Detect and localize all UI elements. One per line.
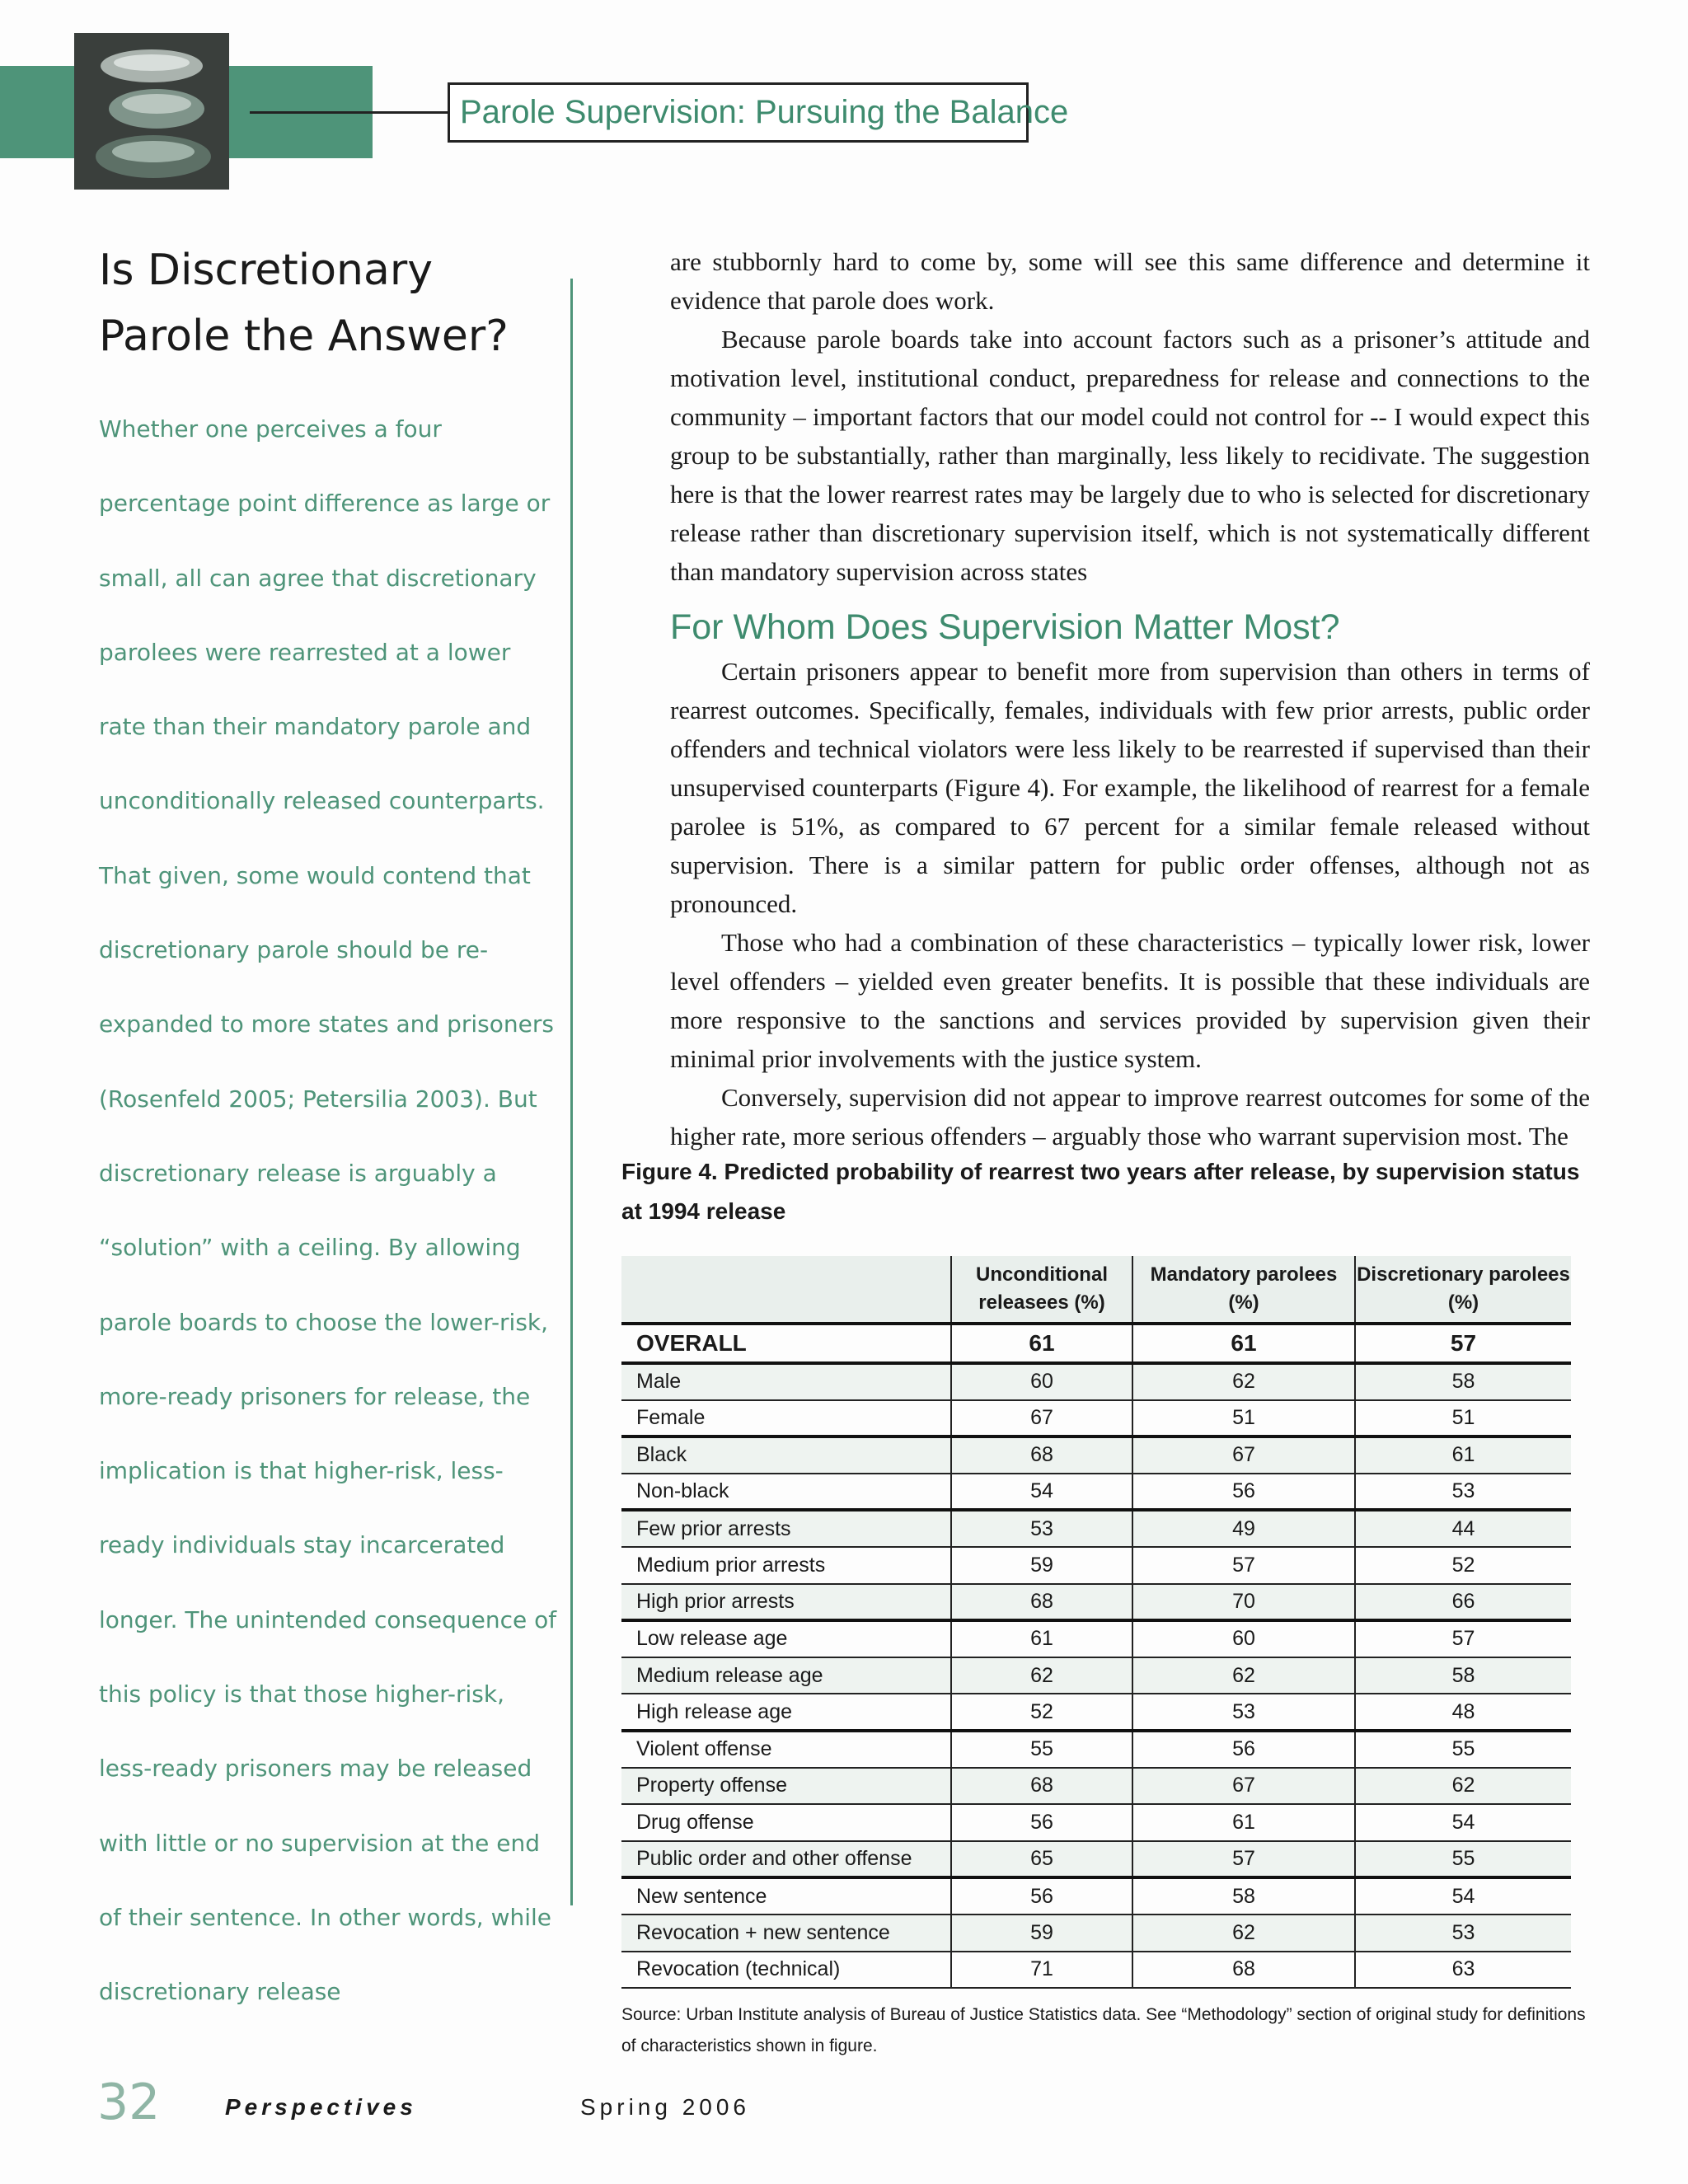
cell-value: 55 xyxy=(1355,1731,1571,1768)
cell-value: 57 xyxy=(1355,1324,1571,1363)
row-label: Few prior arrests xyxy=(621,1510,951,1547)
cell-value: 67 xyxy=(1132,1768,1355,1805)
paragraph-3: Certain prisoners appear to benefit more from supervision than others in terms of rearrest outcomes. Specifically, females, individuals with few prior arrests, public order offenders and technical violators were less likely to be rearrested if supervised than their unsupervised counterparts (Figure 4). For example, the likelihood of rearrest for a female parolee is 51%, as compared to 67 percent for a similar female released without supervision. There is a similar pattern for public order offenses, although not as pronounced. xyxy=(670,657,1590,918)
table-row xyxy=(621,1804,1571,1841)
cell-value: 61 xyxy=(1132,1804,1355,1841)
table-row xyxy=(621,1584,1571,1621)
cell-value: 48 xyxy=(1355,1694,1571,1731)
cell-value: 57 xyxy=(1132,1547,1355,1584)
row-label: Female xyxy=(621,1400,951,1437)
cell-value: 61 xyxy=(951,1620,1132,1657)
cell-value: 58 xyxy=(1355,1363,1571,1400)
figure-source: Source: Urban Institute analysis of Bureau of Justice Statistics data. See “Methodology” section of original study for definitions of characteristics shown in figure. xyxy=(621,2005,1586,2055)
cell-value: 71 xyxy=(951,1952,1132,1989)
cell-value: 62 xyxy=(1132,1915,1355,1952)
cell-value: 57 xyxy=(1355,1620,1571,1657)
cell-value: 56 xyxy=(1132,1731,1355,1768)
paragraph-4: Those who had a combination of these characteristics – typically lower risk, lower level offenders – yielded even greater benefits. It is possible that these individuals are more responsive to the sanctions and services provided by supervision given their minimal prior involvements with the justice system. xyxy=(670,928,1590,1073)
cell-value: 44 xyxy=(1355,1510,1571,1547)
cell-value: 61 xyxy=(1355,1436,1571,1474)
cell-value: 52 xyxy=(1355,1547,1571,1584)
row-label: Medium release age xyxy=(621,1657,951,1694)
paragraph-5: Conversely, supervision did not appear to improve rearrest outcomes for some of the higher rate, more serious offenders – arguably those who warrant supervision most. The xyxy=(670,1083,1590,1151)
row-label: Black xyxy=(621,1436,951,1474)
cell-value: 62 xyxy=(1132,1657,1355,1694)
table-row-overall xyxy=(621,1324,1571,1363)
row-label: Drug offense xyxy=(621,1804,951,1841)
sidebar-body: Whether one perceives a four percentage point difference as large or small, all can agree that discretionary parolees were rearrested at a lower rate than their mandatory parole and unconditionally released counterparts. That given, some would contend that discretionary parole should be re-expanded to more states and prisoners (Rosenfeld 2005; Petersilia 2003). But discretionary release is arguably a “solution” with a ceiling. By allowing parole boards to choose the lower-risk, more-ready prisoners for release, the implication is that higher-risk, less-ready individuals stay incarcerated longer. The unintended consequence of this policy is that those higher-risk, less-ready prisoners may be released with little or no supervision at the end of their sentence. In other words, while discretionary release xyxy=(99,415,557,2006)
magazine-name: Perspectives xyxy=(225,2094,417,2120)
table-row xyxy=(621,1841,1571,1878)
section-heading: For Whom Does Supervision Matter Most? xyxy=(670,607,1340,647)
cell-value: 68 xyxy=(951,1436,1132,1474)
row-label: Public order and other offense xyxy=(621,1841,951,1878)
paragraph-1: are stubbornly hard to come by, some will see this same difference and determine it evidence that parole does work. xyxy=(670,247,1590,315)
row-label: New sentence xyxy=(621,1877,951,1915)
header-rule xyxy=(250,111,448,114)
cell-value: 61 xyxy=(951,1324,1132,1363)
cell-value: 53 xyxy=(1355,1474,1571,1511)
table-body xyxy=(621,1324,1571,1988)
table-header-discretionary: Discretionary parolees (%) xyxy=(1355,1256,1571,1324)
row-label: Revocation (technical) xyxy=(621,1952,951,1989)
cell-value: 55 xyxy=(951,1731,1132,1768)
table-row xyxy=(621,1657,1571,1694)
cell-value: 62 xyxy=(951,1657,1132,1694)
cell-value: 54 xyxy=(1355,1877,1571,1915)
cell-value: 65 xyxy=(951,1841,1132,1878)
row-label: Male xyxy=(621,1363,951,1400)
cell-value: 53 xyxy=(1132,1694,1355,1731)
cell-value: 59 xyxy=(951,1547,1132,1584)
cell-value: 62 xyxy=(1355,1768,1571,1805)
row-label: Revocation + new sentence xyxy=(621,1915,951,1952)
table-row xyxy=(621,1510,1571,1547)
cell-value: 70 xyxy=(1132,1584,1355,1621)
cell-value: 58 xyxy=(1132,1877,1355,1915)
cell-value: 56 xyxy=(951,1804,1132,1841)
table-header-blank xyxy=(621,1256,951,1324)
table-row xyxy=(621,1363,1571,1400)
cell-value: 62 xyxy=(1132,1363,1355,1400)
row-label: Non-black xyxy=(621,1474,951,1511)
cell-value: 68 xyxy=(951,1768,1132,1805)
row-label: Property offense xyxy=(621,1768,951,1805)
cell-value: 57 xyxy=(1132,1841,1355,1878)
row-label: Medium prior arrests xyxy=(621,1547,951,1584)
cell-value: 67 xyxy=(951,1400,1132,1437)
sidebar-title: Is Discretionary Parole the Answer? xyxy=(99,246,509,361)
cell-value: 59 xyxy=(951,1915,1132,1952)
main-article xyxy=(670,242,1590,1155)
row-label: High release age xyxy=(621,1694,951,1731)
table-row xyxy=(621,1877,1571,1915)
cell-value: 60 xyxy=(951,1363,1132,1400)
cell-value: 52 xyxy=(951,1694,1132,1731)
cell-value: 55 xyxy=(1355,1841,1571,1878)
cell-value: 66 xyxy=(1355,1584,1571,1621)
cell-value: 61 xyxy=(1132,1324,1355,1363)
page-number: 32 xyxy=(97,2074,161,2131)
cell-value: 54 xyxy=(951,1474,1132,1511)
cell-value: 56 xyxy=(1132,1474,1355,1511)
cell-value: 67 xyxy=(1132,1436,1355,1474)
cell-value: 58 xyxy=(1355,1657,1571,1694)
cell-value: 54 xyxy=(1355,1804,1571,1841)
table-row xyxy=(621,1474,1571,1511)
figure-table xyxy=(621,1256,1571,1989)
table-row xyxy=(621,1547,1571,1584)
table-row xyxy=(621,1731,1571,1768)
row-label: Low release age xyxy=(621,1620,951,1657)
table-header-row xyxy=(621,1256,1571,1324)
row-label: High prior arrests xyxy=(621,1584,951,1621)
table-row xyxy=(621,1400,1571,1437)
row-label: OVERALL xyxy=(621,1324,951,1363)
issue-date: Spring 2006 xyxy=(580,2094,751,2120)
sidebar-rule xyxy=(570,279,573,1905)
row-label: Violent offense xyxy=(621,1731,951,1768)
cell-value: 68 xyxy=(951,1584,1132,1621)
cell-value: 49 xyxy=(1132,1510,1355,1547)
cell-value: 56 xyxy=(951,1877,1132,1915)
table-row xyxy=(621,1952,1571,1989)
header-photo-stacked-plates xyxy=(74,33,229,190)
running-title: Parole Supervision: Pursuing the Balance xyxy=(448,82,1029,143)
table-row xyxy=(621,1694,1571,1731)
cell-value: 51 xyxy=(1355,1400,1571,1437)
table-header-mandatory: Mandatory parolees (%) xyxy=(1132,1256,1355,1324)
cell-value: 63 xyxy=(1355,1952,1571,1989)
cell-value: 60 xyxy=(1132,1620,1355,1657)
table-header-unconditional: Unconditional releasees (%) xyxy=(951,1256,1132,1324)
cell-value: 53 xyxy=(1355,1915,1571,1952)
table-row xyxy=(621,1915,1571,1952)
figure-caption: Figure 4. Predicted probability of rearrest two years after release, by supervision status at 1994 release xyxy=(621,1159,1580,1224)
cell-value: 68 xyxy=(1132,1952,1355,1989)
cell-value: 53 xyxy=(951,1510,1132,1547)
paragraph-2: Because parole boards take into account factors such as a prisoner’s attitude and motivation level, institutional conduct, preparedness for release and connections to the community – important factors that our model could not control for -- I would expect this group to be substantially, rather than marginally, less likely to recidivate. The suggestion here is that the lower rearrest rates may be largely due to who is selected for discretionary release rather than discretionary supervision itself, which is not systematically different than mandatory supervision across states xyxy=(670,325,1590,586)
table-row xyxy=(621,1620,1571,1657)
table-row xyxy=(621,1768,1571,1805)
table-row xyxy=(621,1436,1571,1474)
cell-value: 51 xyxy=(1132,1400,1355,1437)
